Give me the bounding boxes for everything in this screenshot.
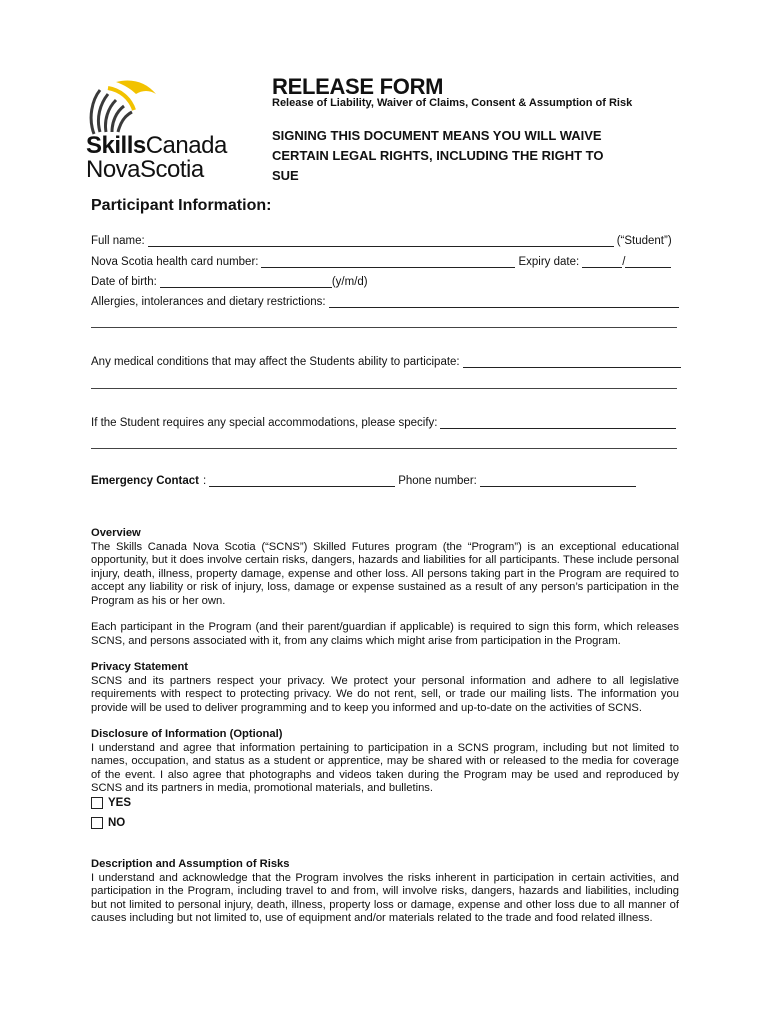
overview-paragraph-2: Each participant in the Program (and their parent/guardian if applicable) is required to sign this form, which releases SCNS, and persons associated with it, from any claims which might arise from participation in the Program. (91, 621, 679, 647)
emergency-colon: : (203, 475, 207, 487)
expiry-month-field[interactable] (582, 255, 622, 268)
accommodations-extra-line[interactable] (91, 448, 677, 449)
dob-field[interactable] (160, 275, 332, 288)
student-suffix: (“Student”) (616, 235, 672, 247)
allergies-label: Allergies, intolerances and dietary restrictions: (91, 296, 326, 308)
full-name-field[interactable] (148, 234, 614, 247)
medical-extra-line[interactable] (91, 388, 677, 389)
medical-field[interactable] (463, 355, 681, 368)
overview-paragraph-1: The Skills Canada Nova Scotia (“SCNS”) Skilled Futures program (the “Program”) is an exceptional educational opportunity, but it does involve certain risks, dangers, hazards and liabilities for all participants. These include personal injury, death, illness, property damage, expense and other loss. All persons taking part in the Program are required to accept any liability or risk of injury, loss, damage or expense sustained as a result of any person’s participation in the Program as his or her own. (91, 540, 679, 607)
privacy-text: SCNS and its partners respect your privacy. We protect your personal information and adhere to all legislative requirements with respect to protecting privacy. We do not rent, sell, or trade our mailing lists. The information you provide will be used to deliver programming and to keep you informed and up-to-date on the activities of SCNS. (91, 674, 679, 714)
warning-line-1: SIGNING THIS DOCUMENT MEANS YOU WILL WAIVE (272, 128, 602, 143)
participant-heading: Participant Information: (91, 197, 272, 214)
expiry-year-field[interactable] (625, 255, 671, 268)
page-subtitle: Release of Liability, Waiver of Claims, Consent & Assumption of Risk (272, 97, 633, 109)
accommodations-row (91, 416, 679, 429)
health-card-row (91, 255, 674, 268)
risks-text: I understand and acknowledge that the Program involves the risks inherent in participation in certain activities, and participation in the Program, including travel to and from, will involve risks, dangers, hazards and liabilities, including but not limited to personal injury, death, illness, property loss or damage, expense and other loss due to all manner of causes including but not limited to, use of equipment and/or materials related to the trade and food related illness. (91, 871, 679, 925)
full-name-label: Full name: (91, 235, 145, 247)
emergency-row (91, 474, 639, 487)
consent-yes-option[interactable] (91, 797, 131, 809)
logo-mark-icon (86, 76, 226, 138)
no-label: NO (108, 817, 126, 829)
page-title: RELEASE FORM (272, 74, 444, 99)
privacy-section (91, 661, 679, 715)
accommodations-field[interactable] (440, 416, 676, 429)
health-card-label: Nova Scotia health card number: (91, 256, 259, 268)
legal-warning (272, 126, 632, 186)
expiry-label: Expiry date: (518, 256, 580, 268)
health-card-field[interactable] (261, 255, 515, 268)
logo-wordmark-line2: NovaScotia (86, 156, 204, 183)
logo-word-canada: Canada (145, 132, 227, 159)
risks-heading: Description and Assumption of Risks (91, 858, 290, 870)
dob-row (91, 275, 368, 288)
full-name-row (91, 234, 672, 247)
disclosure-text: I understand and agree that information pertaining to participation in a SCNS program, including but not limited to names, occupation, and status as a student or apprentice, may be shared with or released to the media for coverage of the event. I also agree that photographs and videos taken during the Program may be used and reproduced by SCNS and its partners in media, promotional materials, and bulletins. (91, 741, 679, 795)
disclosure-heading: Disclosure of Information (Optional) (91, 728, 283, 740)
risks-section (91, 858, 679, 926)
overview-section (91, 527, 679, 609)
yes-label: YES (108, 797, 132, 809)
dob-format: (y/m/d) (331, 276, 368, 288)
phone-field[interactable] (480, 474, 636, 487)
medical-label: Any medical conditions that may affect the Students ability to participate: (91, 356, 460, 368)
yes-checkbox[interactable] (91, 797, 103, 809)
no-checkbox[interactable] (91, 817, 103, 829)
phone-label: Phone number: (398, 475, 477, 487)
allergies-field[interactable] (329, 295, 679, 308)
privacy-heading: Privacy Statement (91, 661, 189, 673)
allergies-extra-line[interactable] (91, 327, 677, 328)
accommodations-label: If the Student requires any special accommodations, please specify: (91, 417, 438, 429)
overview-heading: Overview (91, 527, 141, 539)
overview-paragraph-2-block (91, 621, 679, 648)
medical-row (91, 355, 684, 368)
expiry-separator: / (622, 256, 626, 268)
emergency-contact-label: Emergency Contact (91, 475, 200, 487)
warning-line-2: CERTAIN LEGAL RIGHTS, INCLUDING THE RIGHT TO SUE (272, 148, 604, 183)
skills-canada-logo (86, 76, 226, 188)
logo-word-skills: Skills (86, 132, 146, 159)
consent-no-option[interactable] (91, 817, 125, 829)
dob-label: Date of birth: (91, 276, 157, 288)
disclosure-section (91, 728, 679, 796)
emergency-contact-field[interactable] (209, 474, 395, 487)
allergies-row (91, 295, 682, 308)
